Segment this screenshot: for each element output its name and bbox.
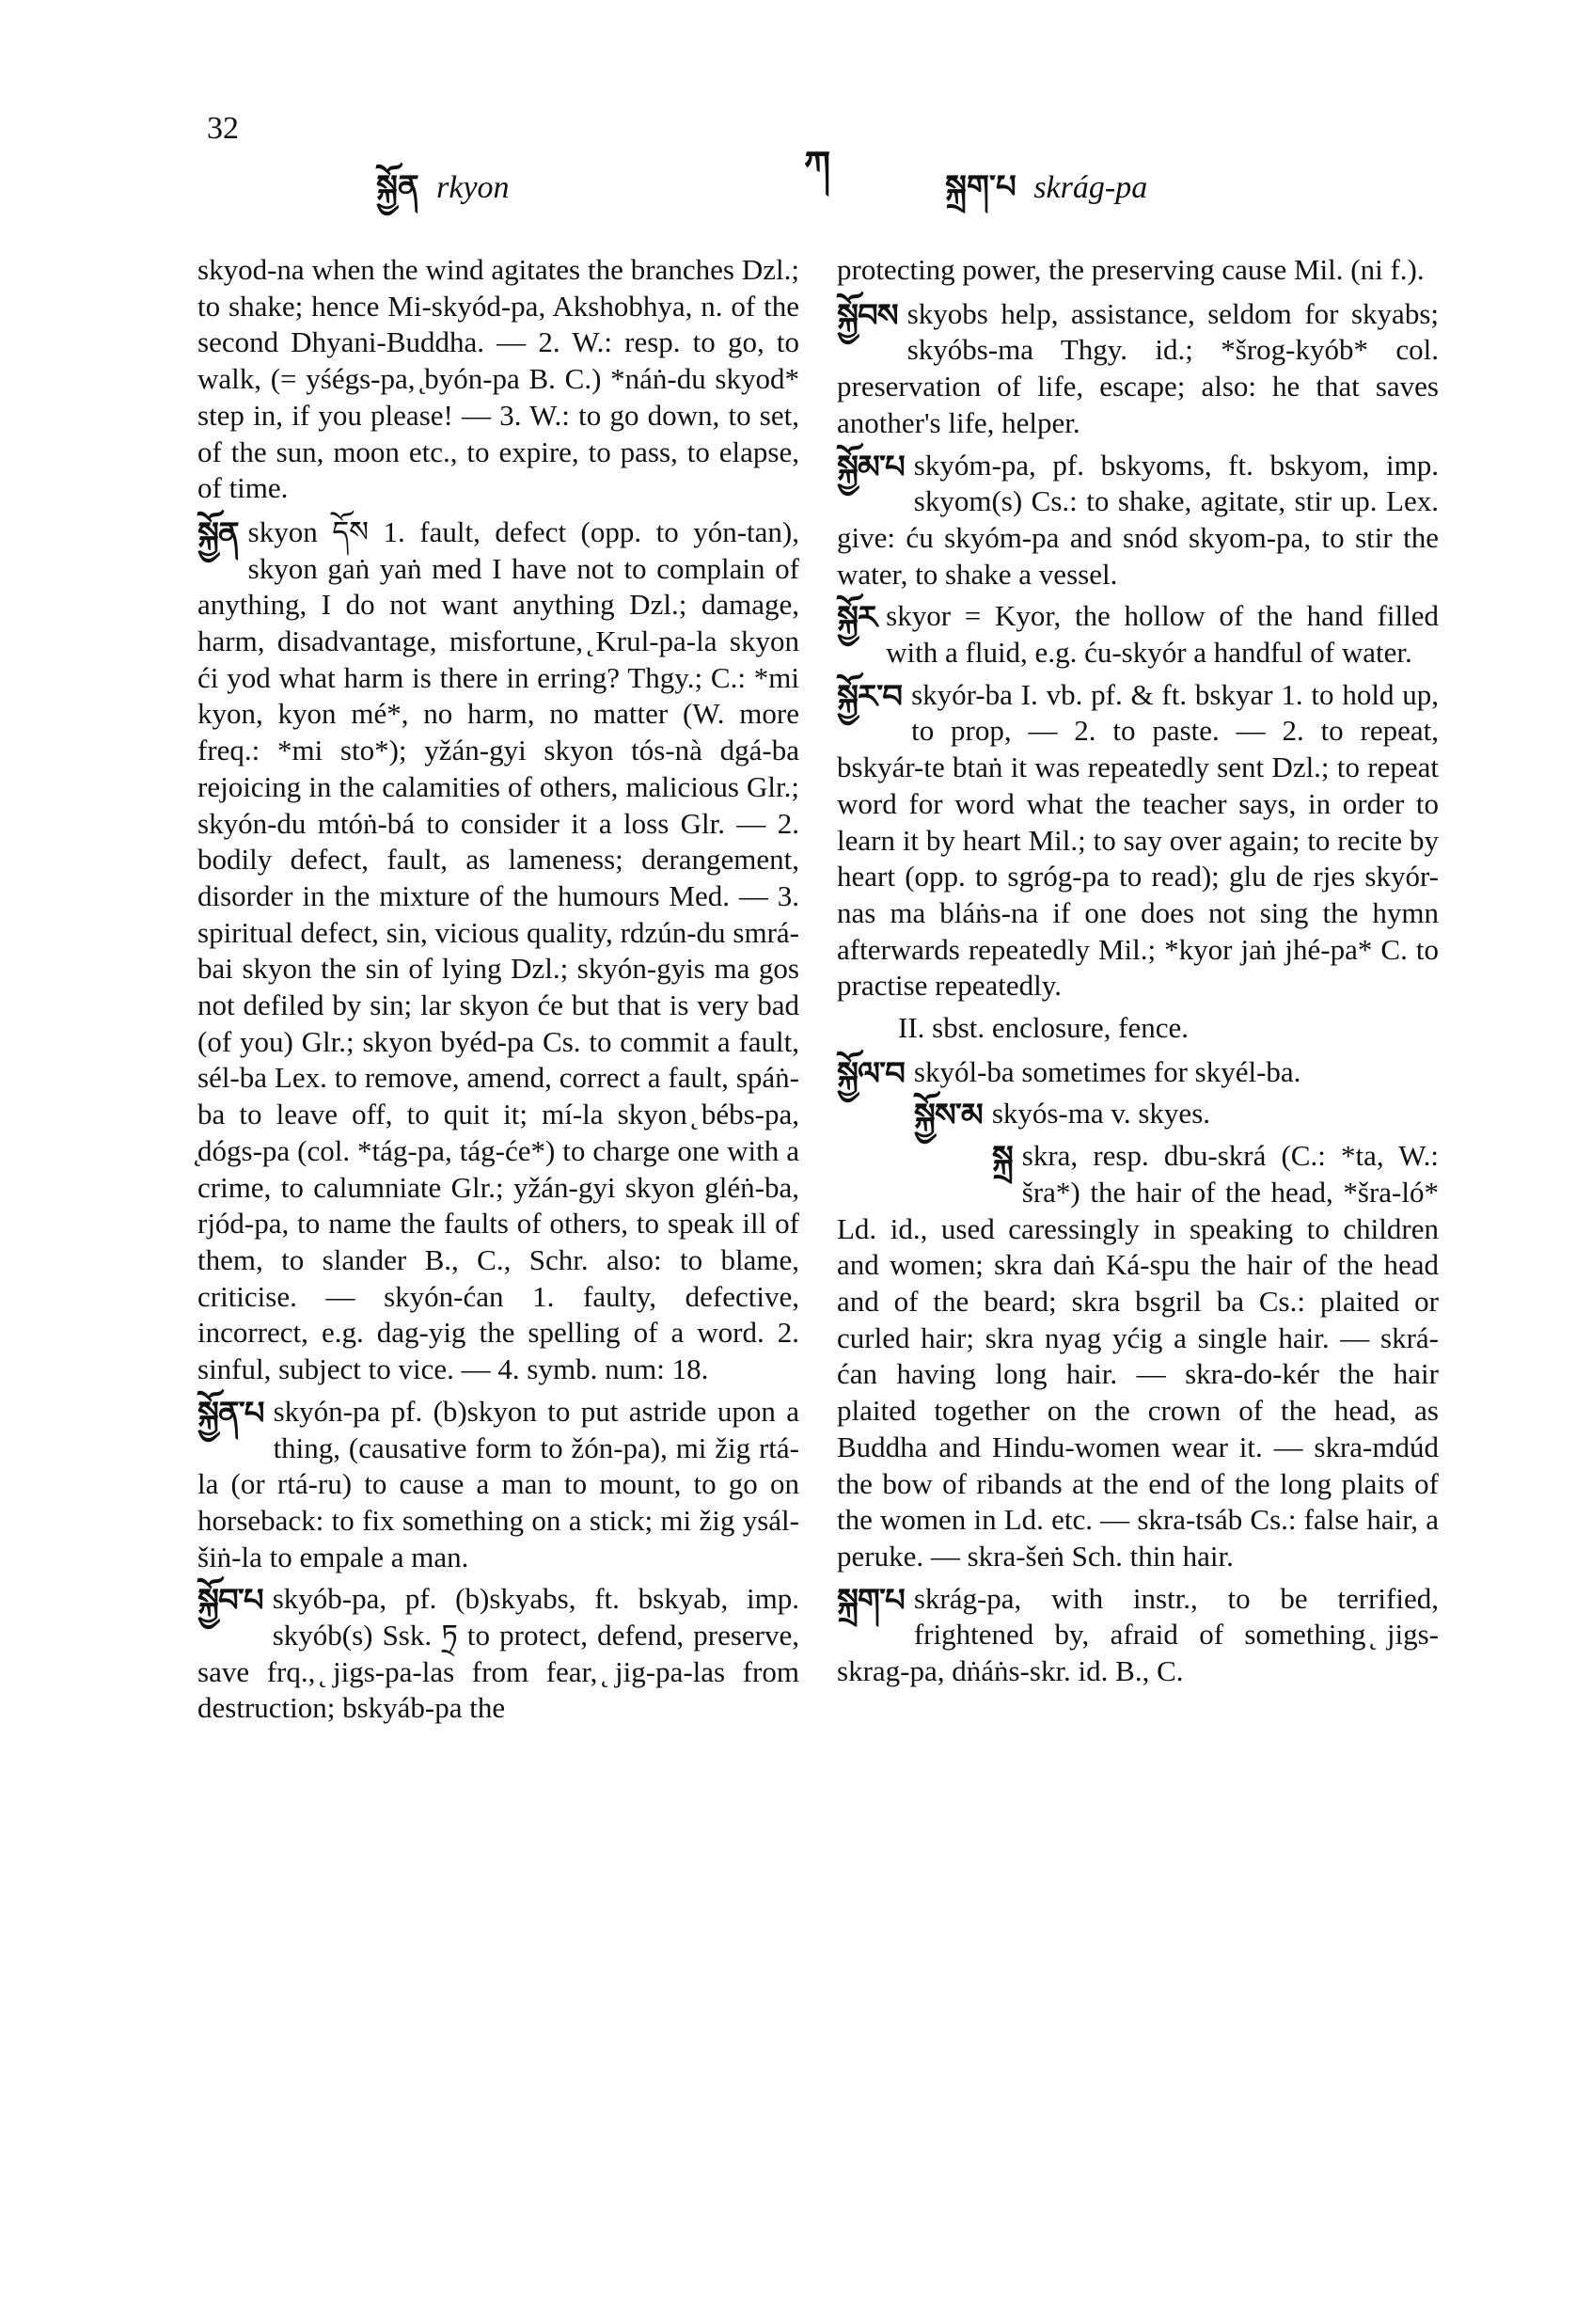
page-number: 32 <box>207 111 239 146</box>
entry-text: skyor = Kyor, the hollow of the hand filled with a fluid, e.g. ću-skyór a handful of water. <box>886 599 1439 670</box>
dictionary-entry <box>197 1394 799 1576</box>
entry-text: skyós-ma v. skyes. <box>991 1097 1211 1130</box>
running-header-center: ཀ <box>804 144 831 186</box>
dictionary-entry <box>837 448 1439 593</box>
header-left-tibetan: སྐྱོན <box>376 170 419 205</box>
entry-text: II. sbst. enclosure, fence. <box>898 1011 1190 1045</box>
entry-text: skyór-ba I. vb. pf. & ft. bskyar 1. to hold up, to prop, — 2. to paste. — 2. to repeat, bskyár-te btaṅ it was repeatedly sent Dzl.; to repeat word for word what the teacher says, in order to learn it by heart Mil.; to say over again; to recite by heart (opp. to sgróg-pa to read); glu de rjes skyór-nas ma bláṅs-na if one does not sing the hymn afterwards repeatedly Mil.; *kyor jaṅ jhé-pa* C. to practise repeatedly. <box>837 677 1439 1003</box>
entry-text: skyóm-pa, pf. bskyoms, ft. bskyom, imp. skyom(s) Cs.: to shake, agitate, stir up. Lex. give: ću skyóm-pa and snód skyom-pa, to stir the water, to shake a vessel. <box>837 448 1439 591</box>
entry-headword-tibetan: སྐྱོན་པ <box>197 1396 264 1431</box>
dictionary-entry <box>837 1096 1439 1132</box>
dictionary-entry <box>197 1581 799 1727</box>
running-header-left <box>376 150 510 241</box>
right-column <box>837 252 1439 1696</box>
header-right-tibetan: སྐྲག་པ <box>945 170 1017 205</box>
dictionary-entry <box>837 677 1439 1004</box>
dictionary-entry <box>837 1054 1439 1091</box>
entry-text: skrág-pa, with instr., to be terrified, frightened by, afraid of something ̨jigs-skrag-pa, dṅáṅs-skr. id. B., C. <box>837 1581 1439 1688</box>
entry-text: skyobs help, assistance, seldom for skyabs; skyóbs-ma Thgy. id.; *šrog-kyób* col. preservation of life, escape; also: he that saves another's life, helper. <box>837 296 1439 439</box>
entry-text: protecting power, the preserving cause Mil. (ni f.). <box>837 253 1425 286</box>
dictionary-entry <box>837 598 1439 671</box>
entry-text: skyób-pa, pf. (b)skyabs, ft. bskyab, imp. skyób(s) Ssk. ཏྲ to protect, defend, preserve, save frq., ̨jigs-pa-las from fear, ̨jig-pa-las from destruction; bskyáb-pa the <box>197 1582 799 1725</box>
dictionary-entry <box>837 1581 1439 1690</box>
entry-text: skyod-na when the wind agitates the branches Dzl.; to shake; hence Mi-skyód-pa, Akshobhya, n. of the second Dhyani-Buddha. — 2. W.: resp. to go, to walk, (= yśégs-pa, ̨byón-pa B. C.) *náṅ-du skyod* step in, if you please! — 3. W.: to go down, to set, of the sun, moon etc., to expire, to pass, to elapse, of time. <box>197 253 799 505</box>
dictionary-entry <box>837 296 1439 442</box>
dictionary-entry <box>197 514 799 1388</box>
entry-text: skyón-pa pf. (b)skyon to put astride upon a thing, (causative form to žón-pa), mi žig rtá-la (or rtá-ru) to cause a man to mount, to go on horseback: to fix something on a stick; mi žig ysál-šiṅ-la to empale a man. <box>197 1394 799 1573</box>
entry-headword-tibetan: སྐྲ <box>991 1141 1013 1177</box>
entry-headword-tibetan: སྐྲག་པ <box>837 1583 905 1619</box>
entry-headword-tibetan: སྐྱོར་བ <box>837 679 903 715</box>
running-header-right <box>945 150 1147 241</box>
header-right-term: skrág-pa <box>1033 170 1148 205</box>
dictionary-entry <box>837 1138 1439 1574</box>
entry-headword-tibetan: སྐྱོན <box>197 516 239 552</box>
entry-headword-tibetan: སྐྱོབས <box>837 298 898 334</box>
dictionary-entry <box>197 252 799 507</box>
entry-headword-tibetan: སྐྱོབ་པ <box>197 1584 263 1620</box>
dictionary-entry <box>837 252 1439 289</box>
header-left-term: rkyon <box>436 170 510 205</box>
entry-text: skra, resp. dbu-skrá (C.: *ta, W.: šra*) the hair of the head, *šra-ló* Ld. id., used caressingly in speaking to children and women; skra daṅ Ká-spu the hair of the head and of the beard; skra bsgril ba Cs.: plaited or curled hair; skra nyag yćig a single hair. — skrá-ćan having long hair. — skra-do-kér the hair plaited together on the crown of the head, as Buddha and Hindu-women wear it. — skra-mdúd the bow of ribands at the end of the long plaits of the women in Ld. etc. — skra-tsáb Cs.: false hair, a peruke. — skra-šeṅ Sch. thin hair. <box>837 1139 1439 1573</box>
entry-text: skyól-ba sometimes for skyél-ba. <box>913 1054 1301 1088</box>
entry-headword-tibetan: སྐྱོར <box>837 601 877 637</box>
entry-text: skyon དོས 1. fault, defect (opp. to yón-tan), skyon gaṅ yaṅ med I have not to complain of anything, I do not want anything Dzl.; damage, harm, disadvantage, misfortune, ̨Krul-pa-la skyon ći yod what harm is there in erring? Thgy.; C.: *mi kyon, kyon mé*, no harm, no matter (W. more freq.: *mi sto*); yžán-gyi skyon tós-nà dgá-ba rejoicing in the calamities of others, malicious Glr.; skyón-du mtóṅ-bá to consider it a loss Glr. — 2. bodily defect, fault, as lameness; derangement, disorder in the mixture of the humours Med. — 3. spiritual defect, sin, vicious quality, rdzún-du smrá-bai skyon the sin of lying Dzl.; skyón-gyis ma gos not defiled by sin; lar skyon će but that is very bad (of you) Glr.; skyon byéd-pa Cs. to commit a fault, sél-ba Lex. to remove, amend, correct a fault, spáṅ-ba to leave off, to quit it; mí-la skyon ̨bébs-pa, ̨dógs-pa (col. *tág-pa, tág-će*) to charge one with a crime, to calumniate Glr.; yžán-gyi skyon gléṅ-ba, rjód-pa, to name the faults of others, to speak ill of them, to slander B., C., Schr. also: to blame, criticise. — skyón-ćan 1. faulty, defective, incorrect, e.g. dag-yig the spelling of a word. 2. sinful, subject to vice. — 4. symb. num: 18. <box>197 514 799 1386</box>
dictionary-entry <box>837 1010 1439 1047</box>
entry-headword-tibetan: སྐྱོལ་བ <box>837 1056 905 1092</box>
entry-headword-tibetan: སྐྱོམ་པ <box>837 450 905 485</box>
entry-headword-tibetan: སྐྱོས་མ <box>913 1099 983 1134</box>
left-column <box>197 252 799 1732</box>
